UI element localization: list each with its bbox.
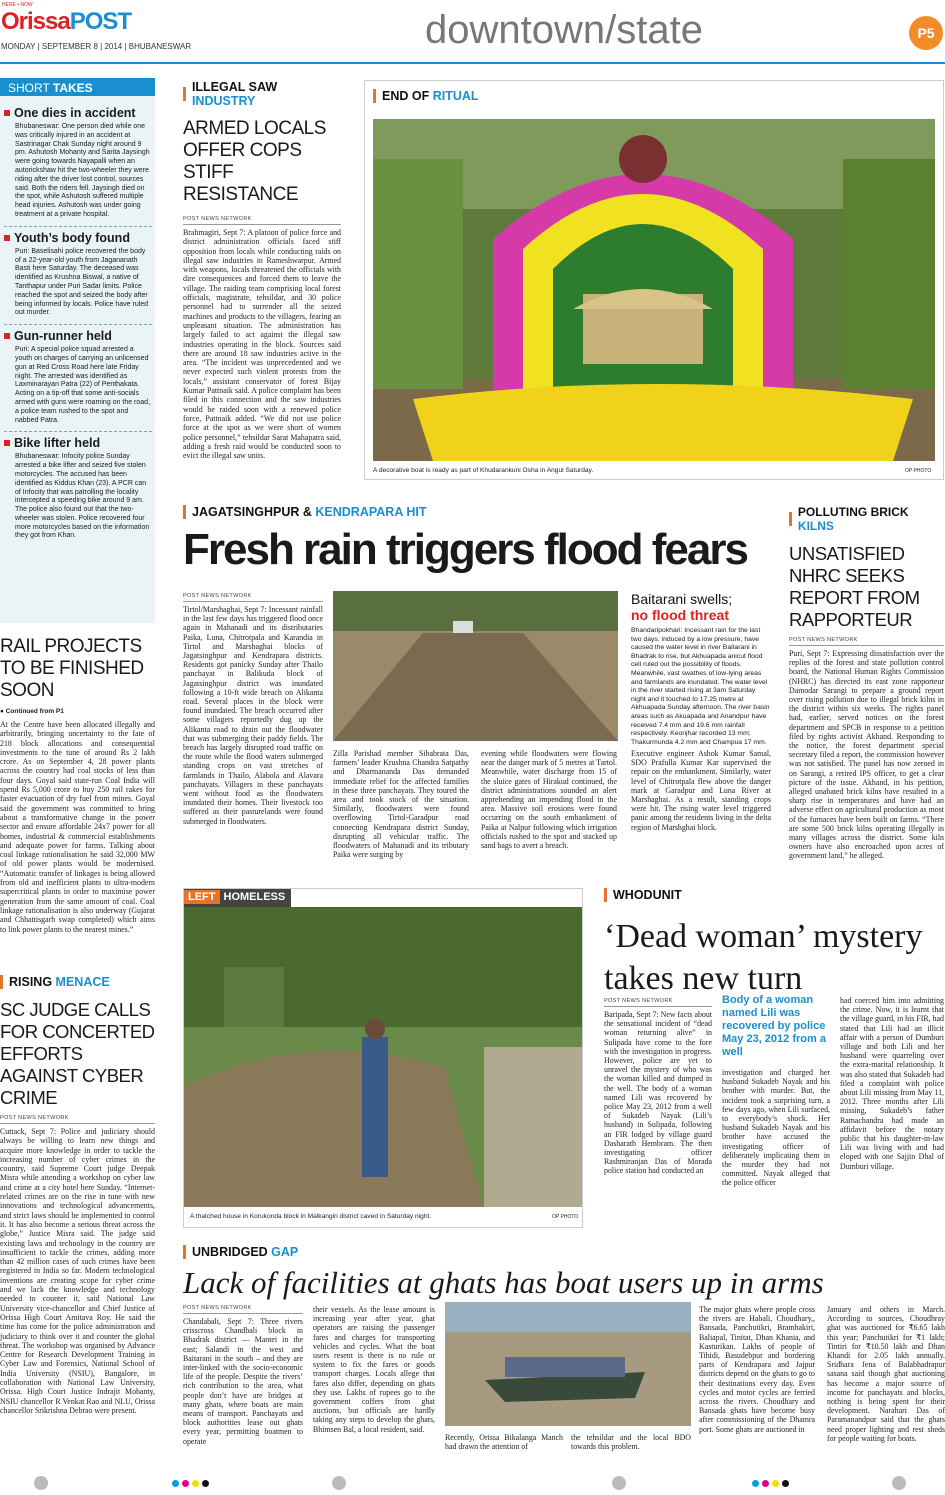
magenta-dot-icon (182, 1480, 189, 1487)
armed-article[interactable] (183, 80, 341, 460)
kicker-bar (373, 89, 376, 103)
nhrc-headline: UNSATISFIED NHRC SEEKS REPORT FROM RAPPORTEUR (789, 543, 920, 630)
sidebar-text: Bhandaripokhari: Incessant rain for the last two days, induced by a low pressure, have caused the water level in river Baitarani in Bhadrak to rise, but Akhuapada anicut flood cell ruled out the possibility of floods. Meanwhile, vast swathes of low-lying areas and farmlands are inundated. The water level in the river started rising at 3am Saturday night and it touched to 17.25 metre at Akhuapada Sunday afternoon. The river basin areas such as Akuapada and Anandpur have received 7.4 mm and 19.6 mm rainfall respectively. Keonjhar recorded 13 mm; Thakurmunda 4.2 mm and Champua 17 mm. (631, 627, 770, 746)
ritual-kicker (373, 89, 479, 103)
kicker-text: WHODUNIT (613, 888, 682, 902)
pull-quote: Body of a woman named Lili was recovered by police May 23, 2012 from a well (722, 994, 826, 1058)
kicker-text: UNBRIDGED (192, 1245, 272, 1259)
cyber-kicker (0, 975, 155, 989)
short-take-text: Bhubaneswar: Infocity police Sunday arrested a bike lifter and seized five stolen motorcycles. The accused has been identified as Kiddus Khan (23). A PCR can of Infocity that was patrolling the locality intercepted a speeding bike around 9 am. The police also found out that the two-wheeler was stolen. Police recovered four more motorcycles based on the information they got from Khan. (15, 453, 150, 540)
logo-tagline: HERE • NOW (2, 2, 33, 8)
short-take-title: Bike lifter held (14, 436, 101, 451)
mystery-body-3: had coerced him into admitting the crime. Now, it is learnt that the village guard, in his FIR, had stated that Lili had an illicit affair with a person of Dumburi village and both Lili and her husband were quarreling over the extra-marital relationship. It was also stated that Sukadeb had filed a complaint with police about Lili missing from May 11, 2012. Three months after Lili missing, Sukadeb’s father Ramachandra had made an affidavit before the notary public that his daughter-in-law Lili was living with and had eloped with one Sajjin Dhal of Dumburi village. (840, 996, 944, 1171)
byline: POST NEWS NETWORK (0, 1115, 155, 1124)
kicker-highlight: KILNS (797, 519, 834, 533)
kicker-bar (183, 1245, 186, 1259)
flood-body-2: Zilla Parishad member Sibabrata Das, farmers’ leader Krushna Chandra Satpathy and Dharmananda Das demanded immediate relief for the affected families in these three panchayats. They toured the area and took stock of the situation. Similarly, floodwaters were found overflowing Tirtol-Garadpur road connecting Kendrapara district Sunday, disrupting all vehicular traffic. The floodwaters of Mahanadi and its tributary Paika were surging by (333, 749, 469, 860)
black-dot-icon (202, 1480, 209, 1487)
logo-orissa: Orissa (1, 8, 70, 35)
boat-crossing-image (445, 1302, 691, 1426)
black-dot-icon (782, 1480, 789, 1487)
flood-body-3: evening while floodwaters were flowing near the danger mark of 5 metres at Tartol. Meanwhile, water discharge from 15 of the sluice gates of Hirakud continued, the district administrations sounded an alert apprehending an impending flood in the area. Massive soil erosions were found occurring on the south embankment of Paika at Nalpur following which irrigation officials rushed to the spot and stacked up sand bags to avert a breach. (481, 749, 617, 851)
ghats-body-1: Chandabali, Sept 7: Three rivers crisscross Chandbali block in Bhadrak district — Mantei in the east; Salandi in the west and Baitarani in the south – and they are inter-linked with the socio-economic life of the people. Despite the rivers’ rich contribution to the area, what people don’t have are bridges at many ghats, where boats are main means of transport. Panchayats and block authorities lease out ghats every year, permitting boatmen to operate (183, 1317, 303, 1446)
ghats-caption-b: the tehsildar and the local BDO towards this problem. (571, 1433, 691, 1452)
short-take-item[interactable] (4, 432, 152, 547)
kicker-text: RISING (9, 975, 56, 989)
rail-body: At the Centre have been allocated illegally and arbitrarily, bringing uncertainty to the fate of 218 block allocations and consequential investments to the tune of around Rs 2 lakh crore. As on September 4, 28 power plants across the country had coal stocks of less than four days. Goyal said state-run Coal India will spend Rs 5,000 crore to buy 250 rail rakes for faster evacuation of dry fuel from mines. Goyal said the government was committed to bring about a transformative change in the power sector and ensure affordable 24x7 power for all homes, industrial & commercial establishments and adequate power for farms. Talking about coal linkage rationalisation he said 32,000 MW of old power plants would be modernised. “Automatic transfer of linkages is being allowed from old and inefficient plants to ultra-modern supercritical plants in order to maximise power generation from the same amount of coal. Coal linkage rationalisation is also underway (Gujarat and Chhattisgarh swap completed) which aims to link power plants to the nearest mines.” (0, 720, 155, 934)
ritual-photo (373, 119, 935, 461)
byline: POST NEWS NETWORK (183, 593, 323, 602)
ghats-body-2: their vessels. As the lease amount is increasing year after year, ghat operators are raising the passenger fares and charges for transporting vehicles and cycles. What the boat users resent is there is no rule or system to fix the fares or goods transport charges. Locals allege that fares also differ, depending on ghats they use. Lakhs of rupees go to the government coffers from ghat auctions, but officials are hardly taking any steps to develop the ghats, Bhimsen Bal, a local resident, said. (313, 1305, 435, 1434)
continued-note: ● Continued from P1 (0, 708, 64, 715)
sidebar-title-a: Baitarani swells; (631, 591, 733, 607)
kicker-bar (789, 512, 792, 526)
nhrc-body: Puri, Sept 7: Expressing dissatisfaction over the replies of the forest and state pollution control board, the National Human Rights Commission (NHRC) has directed its east zone rapporteur Damodar Sarangi to prepare a ground report over rising pollution due to illegal brick kilns in the district within six weeks. The rights panel had, earlier, served notices on the forest department and SPCB in response to a petition filed by rights activist Akhand. Responding to the notice, the forest department special secretary filed a report, the commission however was not satisfied. The panel has now zeroed in on Sarangi, a retired IPS officer, to get a clear picture of the issue. Akhand, in his petition, alleged unabated brick kilns have resulted in a sharp rise in temperatures and have had an adverse effect on agricultural production as most of the furnaces have been built on farms. “There are some 500 brick kilns operating illegally in many villages across the district. Some kiln owners have also encroached upon acres of government land,” he alleged. (789, 649, 944, 861)
yellow-dot-icon (192, 1480, 199, 1487)
cyber-article[interactable] (0, 975, 155, 1415)
short-take-title: Youth’s body found (14, 230, 130, 245)
ghats-photo (445, 1302, 691, 1426)
ghats-kicker (183, 1245, 945, 1259)
kicker-highlight: RITUAL (432, 89, 479, 103)
section-title: downtown/state (425, 8, 703, 52)
short-take-item[interactable] (4, 325, 152, 432)
byline: POST NEWS NETWORK (183, 1305, 303, 1314)
ghats-headline: Lack of facilities at ghats has boat users up in arms (183, 1265, 824, 1300)
ghats-body-4: January and others in March. According to sources, Choudhray ghat was auctioned for ₹6.65 lakh this year; Panchutikri for ₹1 lakh; Tintiri for ₹10.50 lakh and Dhan Khandi for 2.05 lakh annually. Sridhara Jena of Balabhadrapur sasana said though ghat auctioning has become a major source of income for panchayats and blocks, nothing is being spent for their development. Narahari Das of Paramanandpur said that the ghats need proper lighting and rest sheds for people waiting for boats. (827, 1305, 945, 1443)
kicker-text: POLLUTING BRICK (797, 505, 909, 519)
kicker-highlight: MENACE (55, 975, 110, 989)
armed-headline: ARMED LOCALS OFFER COPS STIFF RESISTANCE (183, 118, 326, 205)
bullet-icon (4, 110, 10, 116)
masthead (0, 0, 945, 60)
registration-icon (892, 1476, 906, 1490)
ritual-box (364, 80, 944, 480)
flood-headline: Fresh rain triggers flood fears (183, 525, 747, 574)
nhrc-article[interactable] (789, 505, 944, 861)
tag-left: LEFT (184, 890, 220, 904)
kicker-highlight: INDUSTRY (191, 94, 256, 108)
homeless-caption: A thatched house in Korukonda block in Malkangiri district caved in Saturday night. (190, 1213, 432, 1220)
cyber-headline: SC JUDGE CALLS FOR CONCERTED EFFORTS AGAINST CYBER CRIME (0, 999, 155, 1108)
short-takes-label: SHORT (8, 81, 53, 95)
rail-article[interactable] (0, 636, 155, 934)
mystery-body-1: Baripada, Sept 7: New facts about the sensational incident of “dead woman returning alive” in Sulipada have come to the fore with the investigation in progress. However, police are yet to unravel the mystery of who was the woman killed and dumped in the well. The body of a woman named Lili was recovered by police May 23, 2012 from a well of Sukadeb Nayak (Lili’s husband) in Sulipada, following an FIR lodged by village guard Dasharath Hembram. The then investigating officer Rashmiranjan Das of Morada police station had conducted an (604, 1010, 712, 1176)
mystery-col-1 (604, 998, 712, 1176)
mystery-headline: ‘Dead woman’ mystery takes new turn (604, 918, 923, 997)
yellow-dot-icon (772, 1480, 779, 1487)
short-takes-list (4, 102, 152, 547)
photo-credit: OP PHOTO (552, 1214, 579, 1220)
short-take-item[interactable] (4, 227, 152, 325)
armed-kicker (183, 80, 341, 108)
dateline: MONDAY | SEPTEMBER 8 | 2014 | BHUBANESWAR (1, 42, 192, 51)
registration-icon (612, 1476, 626, 1490)
kicker-text: JAGATSINGHPUR & (192, 505, 316, 519)
cyber-body: Cuttack, Sept 7: Police and judiciary should always be willing to learn new things and acquire more knowledge in order to tackle the increasing number of cyber crimes in the country, said Supreme Court judge Deepak Misra while attending a workshop on cyber law and crime at a city hotel here Sunday. “Internet-related crimes are on the rise in tune with new innovations and technological advancements, and strict laws should be implemented to control it. It has also become a serious threat across the globe,” Justice Misra said. The judge said existing laws and technology in the country are insufficient to tackle the crimes, adding more than 42 million cases of such crimes have been registered in India so far. Modern technological inventions are creating scope for cyber crime and we lack the knowledge and technology needed to counter it, said National Law University vice-chancellor and Chief Justice of Orissa High Court Amitava Roy. He said the time has come for the police administration and judiciary to think over it and counter the global threat. The workshop was organised by Advance Centre for Research Development Training in Cyber Law and Forensics, National School of India University (NSIU), Bangalore, in collaboration with National Law University, Orissa. High Court Justice Indrajit Mohanty, NSIU chancellor R Venkat Rao and NLU, Orissa chancellor Srikrishna Debrao were present. (0, 1127, 155, 1415)
flood-body-1: Tirtol/Marshaghai, Sept 7: Incessant rainfall in the last few days has triggered flood once again in Mahanadi and its distributaries Paika, Luna, Chitrotpala and Karandia in Tirtol and Marshaghai blocks of Jagatsinghpur and Kendrapara districts. Residents got panicky Sunday after Thailo panchayat in Balikuda block of Jagatsinghpur district was inundated following a 10-ft wide breach on Alikanta road. Several places in the block were found inundated. The breach occurred after some villagers reportedly dug up the Alikanta road to drain out the floodwater that was submerging their paddy fields. The breach has largely disrupted road traffic on the route while the flood waters submerged standing crops on vast stretches of farmlands in Thailo, Alabola and Alavara panchayats. Villagers in these panchayats went without food as the floodwaters inundated their homes. Their livestock too suffered as their pasturelands were found submerged in floodwaters. (183, 605, 323, 826)
homeless-box (183, 888, 583, 1228)
ghats-col-1 (183, 1305, 303, 1446)
short-takes-label-bold: TAKES (52, 81, 93, 95)
short-take-title: One dies in accident (14, 106, 136, 120)
ghats-article[interactable] (183, 1245, 945, 1470)
ritual-caption: A decorative boat is ready as part of Khudarankuni Osha in Angul Saturday. (373, 467, 594, 474)
mystery-kicker (604, 888, 944, 902)
kicker-text: END OF (382, 89, 433, 103)
bullet-icon (4, 235, 10, 241)
flood-col-1 (183, 593, 323, 826)
sidebar-title-b: no flood threat (631, 607, 729, 623)
kicker-highlight: KENDRAPARA HIT (315, 505, 427, 519)
short-take-item[interactable] (4, 102, 152, 227)
registration-icon (34, 1476, 48, 1490)
baitarani-sidebar (631, 591, 771, 747)
collapsed-house-image (184, 907, 582, 1207)
magenta-dot-icon (762, 1480, 769, 1487)
cyan-dot-icon (752, 1480, 759, 1487)
byline: POST NEWS NETWORK (183, 216, 341, 225)
mystery-article[interactable] (604, 888, 944, 1188)
kicker-bar (183, 505, 186, 519)
flood-body-4: Executive engineer Ashok Kumar Samal, SDO Prafulla Kumar Kar supervised the repair on the embankment. Similarly, water level of Chitrotpala flew above the danger mark at Garadpur and Luna River at Marshaghai. As a result, standing crops were hit. The rising water level triggered panic among the residents living in the delta region of Marshghai block. (631, 749, 771, 832)
bullet-icon (4, 440, 10, 446)
logo-post: POST (69, 8, 132, 35)
short-takes-header (0, 78, 155, 96)
mystery-body-2: investigation and charged her husband Sukadeb Nayak and his brother with murder. But, the incident took a surprising turn, a few days ago, when Lili surfaced, to everybody’s shock. Her husband Sukadeb Nayak and his brother have accused the investigating officer of deliberately implicating them in the murder they had not committed. Nayak alleged that the police officer (722, 1068, 830, 1188)
tag-homeless: HOMELESS (223, 891, 286, 903)
masthead-rule (0, 62, 945, 64)
homeless-tag (184, 889, 291, 907)
homeless-photo (184, 907, 582, 1207)
short-takes-box (0, 78, 155, 623)
registration-icon (332, 1476, 346, 1490)
kicker-bar (183, 87, 186, 101)
continued-text: Continued from P1 (5, 708, 64, 715)
flood-photo (333, 591, 618, 741)
flooded-road-image (333, 591, 618, 741)
photo-credit: OP PHOTO (905, 468, 932, 474)
kicker-bar (0, 975, 3, 989)
short-take-title: Gun-runner held (14, 329, 112, 344)
kicker-bar (604, 888, 607, 902)
logo[interactable] (1, 8, 131, 36)
rail-headline: RAIL PROJECTS TO BE FINISHED SOON (0, 636, 144, 701)
armed-body: Brahmagiri, Sept 7: A platoon of police force and district administration officials faced stiff opposition from locals while conducting raids on illegal saw industries in Rameshwarpur. Armed with weapons, locals threatened the officials with dire consequences and forced them to leave the village. The raiding team comprising local forest officials, magistrate, tehsildar, and 30 police personnel had to surrender all the seized machines and products to the villagers, fearing an unpleasant situation. The administration has largely failed to act against the illegal saw industries operating in the block. Sources said there are around 18 saw industries active in the area. “The incident was unprecedented and we never expected such violent protests from the locals,” assistant conservator of forest Bijay Kumar Pattnaik said. A police complaint has been filed in this connection and the saw industries would be raided soon with a renewed police force, Pattnaik added. “We did not use police force at the spot as we were short of women police personnel,” tehsildar Sarat Mahapatra said, adding a fresh raid would be conducted soon to evict the illegal saw units. (183, 228, 341, 461)
page-number: P5 (909, 16, 943, 50)
bullet-icon (4, 333, 10, 339)
nhrc-kicker (789, 505, 944, 533)
short-take-text: Puri: A special police squad arrested a youth on charges of carrying an unlicensed gun at Red Cross Road here late Friday night. The arrested was identified as Laxminarayan Patra (22) of Penthakata. Acting on a tip-off that some anti-socials armed with guns were roaming on the road, a police team rushed to the spot and nabbed Patra. (15, 346, 151, 424)
kicker-text: ILLEGAL SAW (191, 80, 278, 94)
short-take-text: Bhubaneswar: One person died while one was critically injured in an accident at Sastrinagar Chak Sunday night around 9 pm. Ashutosh Mohanty and Sarita Jaysingh were going towards Nayapalli when an autorickshaw hit the two-wheeler they were riding after the driver lost control, sources said. Both the riders fell. Jaysingh died on the spot, while Ashutosh suffered multiple head injuries. Ashutosh was under going treatment at a private hospital. (15, 123, 150, 218)
kicker-highlight: GAP (271, 1245, 299, 1259)
byline: POST NEWS NETWORK (604, 998, 712, 1007)
short-take-text: Puri: Baselisahi police recovered the body of a 22-year-old youth from Jagananath Basti here Saturday. The deceased was identified as Krushna Biswal, a native of Tanthapur under Puri Sadar limits. Police reached the spot and seized the body after being informed by locals. Police have ruled out murder. (15, 247, 149, 317)
byline: POST NEWS NETWORK (789, 637, 944, 646)
ghats-caption-a: Recently, Orissa Bikalanga Manch had drawn the attention of (445, 1433, 563, 1452)
decorative-boat-image (373, 119, 935, 461)
ghats-body-3: The major ghats where people cross the rivers are Habali, Choudhary,, Bansada, Panchutikri, Bramhakiri, Baliapal, Tinitat, Dhan Khania, and Kasturikan. Lakhs of people of Tihidi, Basudebpur and bordering parts of Kendrapara and Jajpur districts depend on the ghats to go to their destinations every day. Even cycles and motor cycles are ferried across the rivers. Choudhary and Bansada ghats have become busy after commissioning of the Dhamra port. Some ghats are auctioned in (699, 1305, 815, 1434)
flood-article[interactable] (183, 505, 773, 875)
flood-kicker (183, 505, 773, 519)
cyan-dot-icon (172, 1480, 179, 1487)
